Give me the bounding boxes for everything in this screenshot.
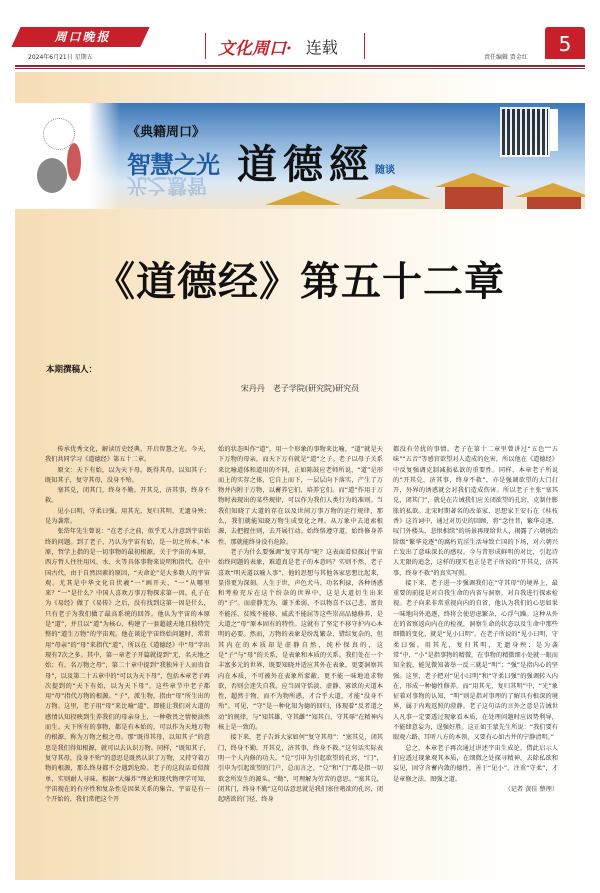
paragraph: 老子为什么要强调“复守其母”呢？这表面看似探讨宇宙始终问题的表象，难道真是老子的本意吗？实则不然，老子喜欢“明天道以喻人事”，他的思想与其他各家思想比起来，显得更为深刻。人生于世，声色犬马、功名利禄，各种诱惑和考验充斥在这个纷杂的世界中，这是大道衍生出来的“子”。而虚静无为、谦下柔弱、不以物喜不以己悲、富贵不能淫、贫贱不能移、威武不能屈等这些崇高品德修养，是大道之“母”原本固有的特性。这就有了坚定不移守护内心本明的必要。然而，万物的表象是纷乱繁杂、错综复杂的，但其内在的本质却是虚静自然、纯朴保真的，这是“子”与“母”的关系，是表象和本质的关系。我们处在一个丰富多元的世界，既要知晓并适应其外在表象，更要洞察其内在本质，不可被外在表象所蒙蔽，更不能一味地追求物欲，否则会迷失自我。应当固守恬淡、虚静、寡欲的天道本性，超然于物，而不为物所惑，才合乎大道，才能“没身不殆”。可见，“守”是一种化知为德的回归，体现着“反者道之动”的规律，与“知其雄，守其雌”“知其白，守其辱”在精神内核上是一致的。 <box>218 548 383 732</box>
article-column-2 <box>218 445 383 805</box>
ink-figure-shape <box>67 143 81 181</box>
newspaper-logo <box>15 27 149 47</box>
writer-name: 宋丹丹 老子学院(研究院)研究员 <box>240 384 360 393</box>
paragraph: 都没有劳扰的事情。老子在第十二章里曾讲过“五色”“五味”“五音”等感官欲望对人造成的危害，所以他在《道德经》中反复强调克制减损私欲的重要性。同样，本章老子所说的“开其兑，济其事，终身不救”，亦是强调欲望的大门打开，外界的诱惑就会对我们造成伤害。所以老子主张“塞其兑，闭其门”，就是在告诫我们应关闭欲望的孔窍，克制住膨胀的私欲。北宋时期著名的改革家、思想家王安石在《桂枝香》这首词中，通过对历史的回顾，将“念往昔，繁华竞逐，叹门外楼头，悲恨相续”的场景再现给世人，揭露了六朝统治阶级“繁华竞逐”的腐朽荒淫生活导致亡国的下场，对六朝兴亡发出了意味深长的感叹。今与昔形成鲜明的对比，引起诗人无限的追念，这样的现实也正是老子所说的“开其兑，济其事，终身不救”的真实写照。 <box>393 446 558 577</box>
banner-series-title: 《典籍周口》 <box>127 125 206 140</box>
page-number: 5 <box>545 27 585 59</box>
banner-book-title: 道德經 <box>237 141 375 188</box>
article-column-3 <box>393 445 558 795</box>
ink-tree-shape <box>43 118 75 150</box>
qr-code[interactable] <box>500 107 550 157</box>
palace-roof-icon <box>265 191 341 205</box>
header-divider-thin <box>15 68 585 69</box>
paragraph: 原文：天下有始，以为天下母。既得其母，以知其子；既知其子，复守其母，没身不殆。 <box>45 466 210 484</box>
section-type: 连载 <box>305 37 338 57</box>
palace-wall <box>445 187 503 209</box>
issue-date: 2024年6月21日 星期五 <box>28 54 93 61</box>
qr-code-label <box>550 109 558 151</box>
paragraph: 接下来，老子告诉大家如何“复守其母”：“塞其兑，闭其门，终身不勤。开其兑，济其事，终身不救。”这句话实际表明一个人内修的功夫。“兑”引申为引起欲望的孔窍，“门”，引申为引起欲望的门户，总而言之，“兑”和“门”都是指一切欲念所发生的源头。“勤”，可理解为劳苦的意思。“塞其兑，闭其门，终身不勤”这句话意思就是我们塞住嗜欲的孔窍，闭起嗜欲的门径，终身 <box>218 734 383 804</box>
paragraph: 塞其兑，闭其门，终身不勤。开其兑，济其事，终身不救。 <box>45 487 210 505</box>
ink-ox-shape <box>37 158 67 193</box>
palace-roof-icon <box>355 185 431 199</box>
banner-tagline: 智慧之光 <box>127 151 219 179</box>
header-divider <box>15 65 585 67</box>
ink-painting-image <box>15 103 120 209</box>
paragraph: 见小曰明，守柔曰强。用其光，复归其明，无遗身殃；是为袭常。 <box>45 507 210 526</box>
paragraph: 张岱年先生曾说：“在老子之前，似乎无人注意到宇宙始终的问题。到了老子，乃认为宇宙有始，是一切之所本。”本原，哲学上指的是一切事物的最初根源，关于宇宙的本原，西方哲人往往用风、水、火等具体事物来说明和指代。在中国古代，由于自然因素的原因，“天命论”是大多数人的宇宙观。尤其是中华文化自伏羲“一”画开天，“一”从哪里来？“一”是什么？中国人喜欢万事万物探求第一因。孔子在为《易经》做了《易传》之后，没有找到这第一因是什么，只有老子为我们做了最高系统的回答。他认为宇宙的本原是“道”，并且以“道”为核心，构建了一套超越天地且独特完整的“道生万物”的宇宙观。他在谈论宇宙终始问题时，常常用“母亲”的“母”来指代“道”，所以在《道德经》中“母”字出现有7次之多。其中，第一章老子开篇就提到“无，名天地之始；有，名万物之母”，第二十章中提到“我独异于人而贵食母”，以及第二十五章中的“可以为天下母”，包括本章老子再次提到的“天下有始，以为天下母”。这些章节中老子都用“母”指代万物的根源。“子”，派生物，指由“母”所生出的万物。这里，老子用“母”来比喻“道”，即能让我们对大道的感情认知投映到生养我们的母亲身上，一种敬畏之情便油然而生。天下所有的事物，都是有本始的，可以作为天地万物的根源，称为万物之根之母。那“既得其母，以知其子”的意思是我们得知根源，就可以去认识万物。同样，“既知其子，复守其母，没身不殆”的意思是既然认识了万物，又持守着万物的根源，那么终身都不会遇到危险。老子的这段话看似简单，实则耐人寻味。根据“大爆炸”理论和现代物理学可知，宇宙现在的有序性和复杂性是因果关系的集合，宇宙是有一个开始的，我们常把这个开 <box>45 528 210 804</box>
section-header <box>205 33 365 59</box>
newspaper-name: 周口晚报 <box>54 30 111 44</box>
palace-roof-icon <box>435 173 511 187</box>
byline: （记者 黄佳 整理） <box>504 785 558 793</box>
writer-label: 本期撰稿人： <box>46 365 98 375</box>
editor-credit: 责任编辑 贾金红 <box>484 54 528 61</box>
palace-roof-icon <box>515 183 585 197</box>
paragraph: 接下来，老子进一步强调我们在“守其母”的境界上，最重要的前提是对自我生命的内省与洞察，对自我进行探索检视。老子向来非常重视向内的自省，他认为我们的心思如果一味地向外追逐，终将会使思虑繁杂，心浮气躁。这种从外在的省察返向内在的检视，洞察生命的状态以及生命中那些细微的变化，就是“见小曰明”。在老子所说的“见小曰明，守柔曰强。用其光，复归其明，无遗身殃；是为袭常”中，“小”是指事物的精微，在事物的精微细小处就一眼而知全貌，能见微知著举一反三就是“明”；“强”是指内心的坚强。这里，老子把对“见小曰明”和“守柔曰强”的强调转入内在，形成一种德性修养。而“用其光，复归其明”中，“光”象征着对事物的认知，“明”则是指对事理的了解具有根深的境界，属于内观返照的澄静。老子这句话的言外之意是告诫世人凡事一定要透过现象看本质，在处理问题时应因势利导，不能肆意妄为，逞强好胜。这正如王蒙先生所说：“我们要有眼观六路、耳听八方的本领，又要有心如古井的宁静清明。” <box>393 579 558 742</box>
column-banner <box>15 103 585 209</box>
paragraph: 始的状态叫作“道”，用一个形象的事物来比喻，“道”就是天下万物的母亲，而天下万有就是“道”之子。老子以母子关系来比喻道体和道用的不同，正如陈鼓应老师所说，“道”是形而上的实存之体，它自上而下，一层层向下落实，产生了万物并内附于万物，以蓄养它们、培养它们。而“道”作用于万物时表现出的某些规律，可以作为我们人类行为的准则。当我们知晓了大道的存在以及世间万事万物的运行规律，那么，我们就能知晓万物生成变化之理。从万象中去追索根源，去把握住则，去开展行动。始终恪遵守道，始终修身养性，那就能终身没有危险。 <box>218 446 383 546</box>
section-name: 文化周口· <box>218 38 292 59</box>
banner-tagline-reflection: 光之慧智 <box>127 174 207 198</box>
paragraph: 总之，本章老子再次通过讲述宇宙生成论，借此启示人们应透过现象观其本质，在细微之处探寻精神，去除私欲和妄见，固守含蓄内敛的德性，善于“见小”，注重“守柔”，才是章修之法、图强之道。 <box>393 744 558 783</box>
article-title: 《道德经》第五十二章 <box>95 258 505 305</box>
banner-suffix: 随谈 <box>375 165 395 176</box>
article-column-1 <box>45 445 210 805</box>
palace-wall <box>527 197 581 209</box>
paragraph: 传承优秀文化，解读历史经典，开启智慧之光。今天，我们共同学习《道德经》第五十二章。 <box>45 446 210 464</box>
